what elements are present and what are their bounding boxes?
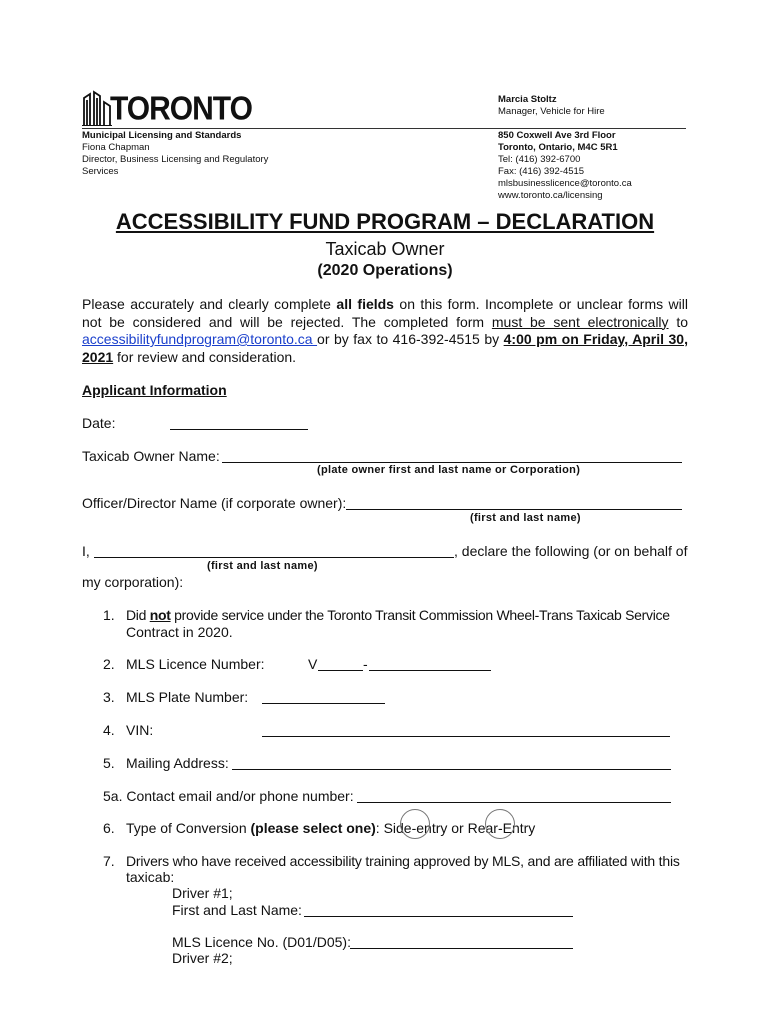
item-6-text: Type of Conversion (please select one): Side-entry or Rear-Entry: [126, 820, 536, 836]
manager-name: Marcia Stoltz: [498, 94, 557, 105]
logo-wordmark: TORONTO: [110, 91, 252, 128]
director-title-2: Services: [82, 166, 119, 177]
page-year: (2020 Operations): [317, 262, 453, 279]
date-field[interactable]: [170, 428, 308, 430]
email-link[interactable]: accessibilityfundprogram@toronto.ca: [82, 331, 318, 347]
driver-1-licence-field[interactable]: [350, 947, 573, 949]
declarant-name-field[interactable]: [94, 556, 454, 558]
driver-1-name-field[interactable]: [304, 915, 573, 917]
website: www.toronto.ca/licensing: [498, 190, 603, 201]
header-left: [82, 130, 268, 178]
section-heading: Applicant Information: [82, 382, 227, 398]
item-7-num: 7.: [103, 853, 115, 869]
city-hall-icon: [82, 90, 112, 126]
item-4-num: 4.: [103, 722, 115, 738]
fax: Fax: (416) 392-4515: [498, 166, 585, 177]
item-2-prefix: V: [308, 656, 318, 672]
manager-title: Manager, Vehicle for Hire: [498, 106, 605, 117]
page-title: ACCESSIBILITY FUND PROGRAM – DECLARATION: [115, 209, 655, 234]
licence-prefix-field[interactable]: [318, 669, 363, 671]
item-5-label: Mailing Address:: [126, 755, 229, 771]
declare-suffix: , declare the following (or on behalf of: [454, 543, 688, 559]
vin-field[interactable]: [262, 735, 670, 737]
deadline: 4:00 pm on Friday, April 30, 2021: [82, 331, 688, 365]
item-2-num: 2.: [103, 656, 115, 672]
driver-1-heading: Driver #1;: [172, 885, 233, 901]
side-entry-option[interactable]: [400, 809, 430, 839]
item-7-text-2: taxicab:: [126, 869, 175, 885]
item-1-num: 1.: [103, 607, 115, 623]
date-row: [82, 415, 115, 431]
toronto-logo: [82, 90, 252, 128]
officer-label: Officer/Director Name (if corporate owner):: [82, 495, 347, 511]
item-2-label: MLS Licence Number:: [126, 656, 265, 672]
driver-1-licence-label: MLS Licence No. (D01/D05):: [172, 934, 351, 950]
director-title-1: Director, Business Licensing and Regulatory: [82, 154, 269, 165]
officer-hint: (first and last name): [470, 512, 581, 524]
date-label: Date:: [82, 415, 116, 431]
address-line-1: 850 Coxwell Ave 3rd Floor: [498, 130, 616, 141]
declare-hint: (first and last name): [207, 560, 318, 572]
intro-paragraph: Please accurately and clearly complete all fields on this form. Incomplete or unclear forms will not be considered and will be rejected. The completed form must be sent electronically to accessibilityfundprogram@toronto.ca or by fax to 416-392-4515 by 4:00 pm on Friday, April 30, 2021 for review and consideration.: [82, 296, 689, 365]
item-5-num: 5.: [103, 755, 115, 771]
driver-1-name-label: First and Last Name:: [172, 902, 302, 918]
mailing-address-field[interactable]: [232, 768, 671, 770]
item-7-text: Drivers who have received accessibility training approved by MLS, and are affiliated with this: [126, 853, 680, 869]
item-2-dash: -: [363, 656, 368, 672]
page-subtitle: Taxicab Owner: [325, 239, 445, 259]
declare-cont: my corporation):: [82, 574, 184, 590]
item-5a-label: 5a. Contact email and/or phone number:: [103, 788, 354, 804]
email: mlsbusinesslicence@toronto.ca: [498, 178, 632, 189]
contact-field[interactable]: [357, 801, 671, 803]
item-1-text: Did not provide service under the Toronto Transit Commission Wheel-Trans Taxicab Service: [126, 607, 670, 623]
header-right: [498, 94, 632, 202]
item-3-label: MLS Plate Number:: [126, 689, 249, 705]
declare-prefix: I,: [82, 543, 90, 559]
licence-number-field[interactable]: [369, 669, 491, 671]
all-fields-emphasis: all fields: [336, 296, 394, 312]
plate-number-field[interactable]: [262, 702, 385, 704]
item-3-num: 3.: [103, 689, 115, 705]
rear-entry-option[interactable]: [485, 809, 515, 839]
address-line-2: Toronto, Ontario, M4C 5R1: [498, 142, 618, 153]
officer-name-field[interactable]: [346, 508, 682, 510]
director-name: Fiona Chapman: [82, 142, 150, 153]
item-1-text-2: Contract in 2020.: [126, 624, 233, 640]
driver-2-heading: Driver #2;: [172, 950, 233, 966]
department: Municipal Licensing and Standards: [82, 130, 242, 141]
owner-hint: (plate owner first and last name or Corporation): [317, 464, 581, 476]
tel: Tel: (416) 392-6700: [498, 154, 581, 165]
electronic-emphasis: must be sent electronically: [491, 313, 669, 330]
item-4-label: VIN:: [126, 722, 154, 738]
owner-label: Taxicab Owner Name:: [82, 448, 220, 464]
item-6-num: 6.: [103, 820, 115, 836]
owner-name-field[interactable]: [222, 461, 682, 463]
